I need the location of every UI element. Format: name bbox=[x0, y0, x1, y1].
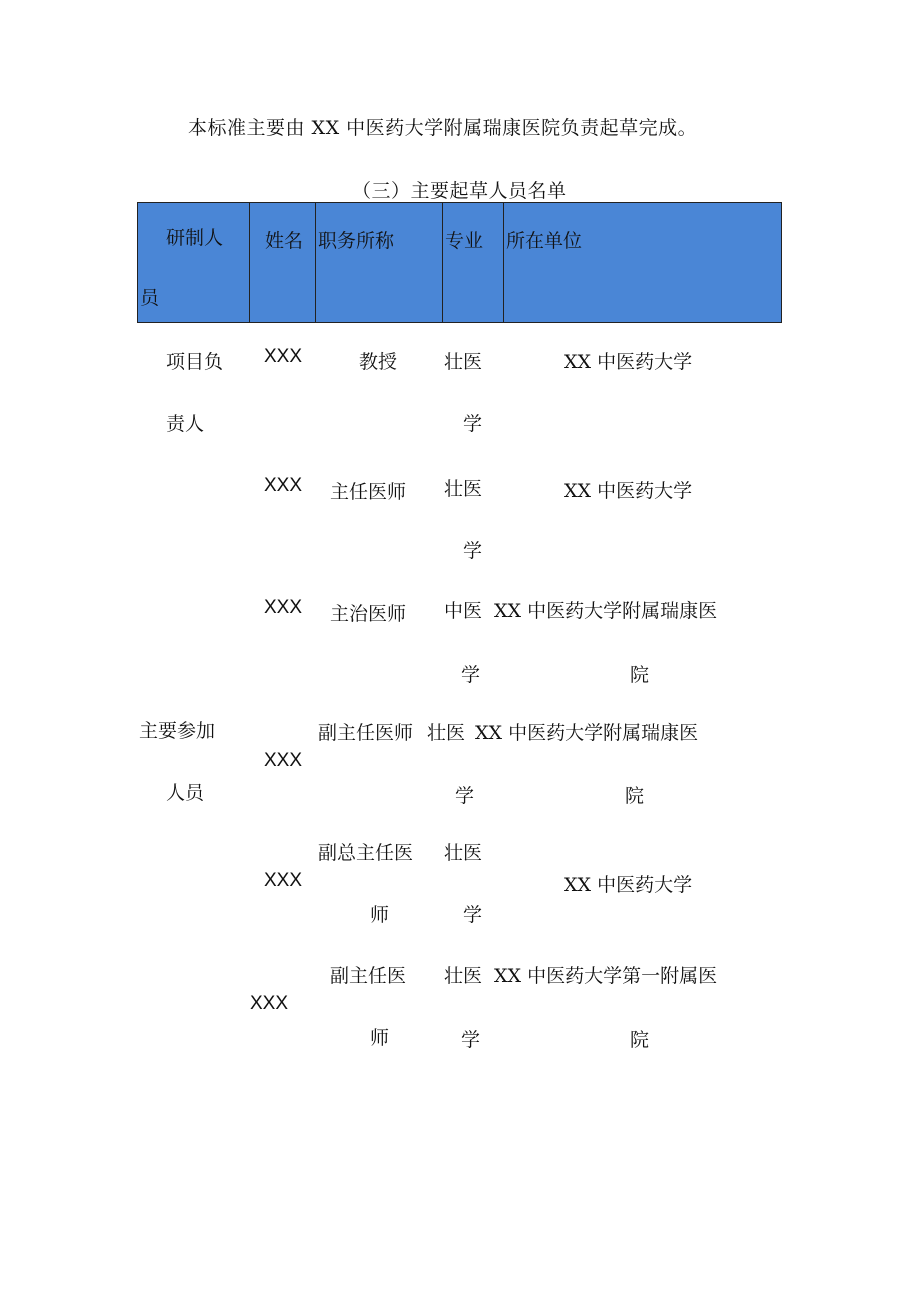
header-major: 专业 bbox=[445, 230, 484, 252]
person-title-line2: 师 bbox=[370, 1027, 390, 1049]
person-major-line2: 学 bbox=[463, 904, 483, 926]
person-title: 主任医师 bbox=[330, 481, 407, 503]
person-title: 副主任医师 bbox=[318, 722, 414, 744]
person-major-line1: 壮医 bbox=[444, 478, 483, 500]
header-role-line1: 研制人 bbox=[166, 227, 224, 249]
column-divider bbox=[249, 203, 250, 322]
person-title: 主治医师 bbox=[330, 603, 407, 625]
person-major-line2: 学 bbox=[461, 664, 481, 686]
person-name: XXX bbox=[264, 870, 303, 891]
person-unit-line2: 院 bbox=[630, 664, 650, 686]
person-major-line2: 学 bbox=[463, 540, 483, 562]
person-major-line2: 学 bbox=[463, 413, 483, 435]
column-divider bbox=[315, 203, 316, 322]
person-major-line1: 中医 bbox=[444, 600, 483, 622]
person-major-line2: 学 bbox=[455, 785, 475, 807]
person-unit: XX 中医药大学 bbox=[564, 480, 693, 502]
person-title: 教授 bbox=[359, 351, 398, 373]
person-unit: XX 中医药大学 bbox=[564, 351, 693, 373]
header-title: 职务所称 bbox=[318, 230, 395, 252]
header-unit: 所在单位 bbox=[506, 230, 583, 252]
person-major-line1: 壮医 bbox=[427, 722, 466, 744]
group-role-line1: 主要参加 bbox=[139, 720, 216, 742]
group-role-line1: 项目负 bbox=[166, 351, 224, 373]
column-divider bbox=[442, 203, 443, 322]
column-divider bbox=[503, 203, 504, 322]
person-title-line1: 副主任医 bbox=[330, 965, 407, 987]
person-unit-line2: 院 bbox=[625, 785, 645, 807]
person-major-line1: 壮医 bbox=[444, 842, 483, 864]
person-unit-line1: XX 中医药大学附属瑞康医 bbox=[494, 600, 718, 622]
header-role-line2: 员 bbox=[140, 287, 160, 309]
group-role-line2: 责人 bbox=[166, 413, 205, 435]
person-name: XXX bbox=[264, 346, 303, 367]
person-unit-line1: XX 中医药大学第一附属医 bbox=[494, 965, 718, 987]
person-name: XXX bbox=[264, 475, 303, 496]
person-major-line1: 壮医 bbox=[444, 965, 483, 987]
group-role-line2: 人员 bbox=[166, 782, 205, 804]
table-header bbox=[137, 202, 782, 323]
person-name: XXX bbox=[264, 597, 303, 618]
person-title-line2: 师 bbox=[370, 904, 390, 926]
person-name: XXX bbox=[250, 993, 289, 1014]
person-unit: XX 中医药大学 bbox=[564, 874, 693, 896]
header-name: 姓名 bbox=[265, 230, 304, 252]
person-name: XXX bbox=[264, 750, 303, 771]
person-unit-line2: 院 bbox=[630, 1029, 650, 1051]
table-caption: （三）主要起草人员名单 bbox=[352, 180, 567, 202]
intro-paragraph: 本标准主要由 XX 中医药大学附属瑞康医院负责起草完成。 bbox=[188, 117, 698, 139]
person-major-line2: 学 bbox=[461, 1029, 481, 1051]
person-major-line1: 壮医 bbox=[444, 351, 483, 373]
person-title-line1: 副总主任医 bbox=[318, 842, 414, 864]
person-unit-line1: XX 中医药大学附属瑞康医 bbox=[475, 722, 699, 744]
